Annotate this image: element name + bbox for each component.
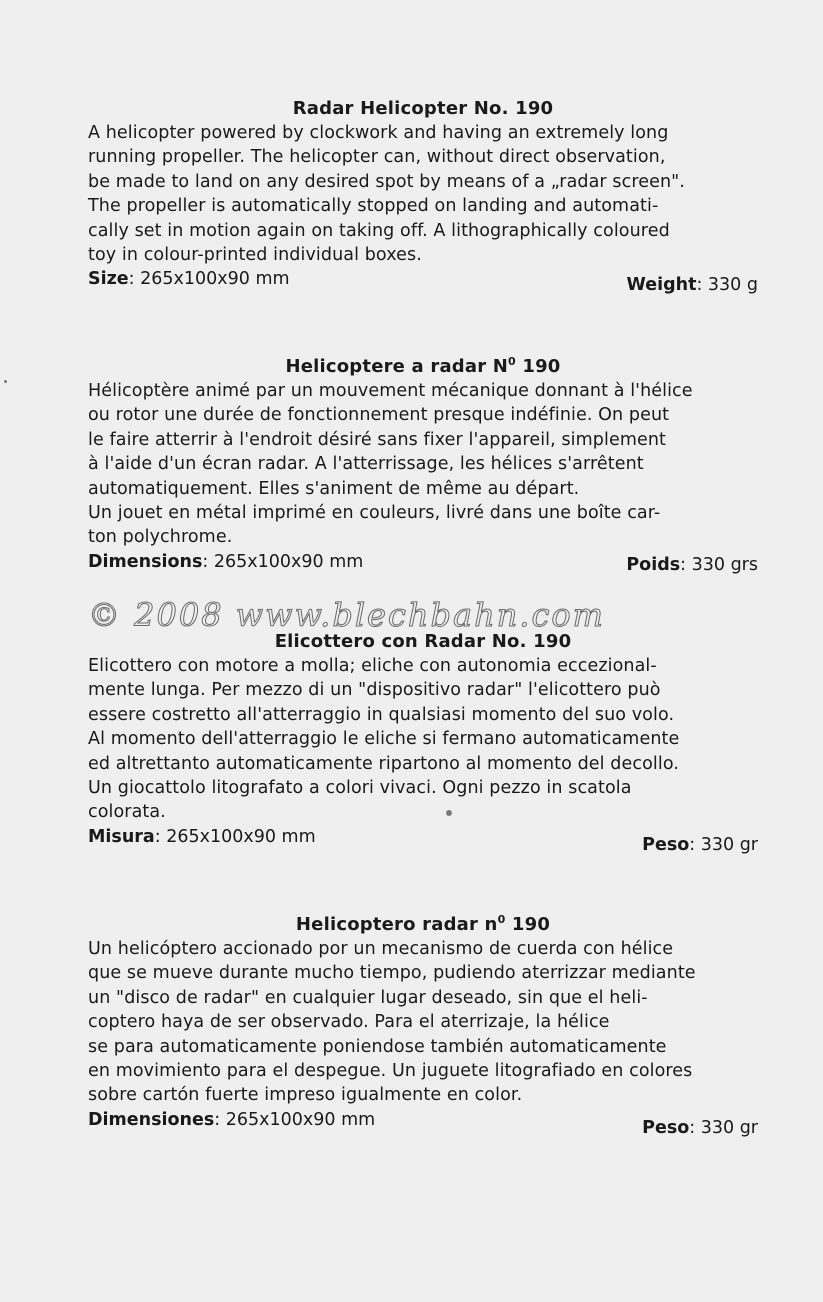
weight-value: : 330 gr	[689, 1117, 758, 1138]
description-line: ed altrettanto automaticamente ripartono al momento del decollo.	[88, 753, 679, 774]
size-value: : 265x100x90 mm	[128, 269, 290, 290]
size-label: Dimensiones	[88, 1109, 215, 1130]
weight-spec	[642, 833, 758, 857]
section-english	[88, 97, 758, 296]
section-title	[88, 913, 758, 937]
weight-spec	[626, 553, 758, 577]
size-label: Dimensions	[88, 551, 203, 572]
section-description	[88, 654, 758, 825]
weight-label: Peso	[642, 834, 690, 855]
description-line: Un helicóptero accionado por un mecanismo de cuerda con hélice	[88, 939, 674, 959]
title-text: Helicoptero radar n	[295, 914, 498, 935]
description-line: ou rotor une durée de fonctionnement presque indéfinie. On peut	[88, 405, 670, 426]
description-line: que se mueve durante mucho tiempo, pudiendo aterrizzar mediante	[88, 963, 696, 984]
description-line: The propeller is automatically stopped on landing and automati-	[88, 196, 659, 217]
description-line: Al momento dell'atterraggio le eliche si fermano automaticamente	[88, 729, 680, 750]
description-line: mente lunga. Per mezzo di un "dispositivo radar" l'elicottero può	[88, 680, 661, 701]
weight-spec	[642, 1116, 758, 1140]
spec-row	[88, 825, 758, 855]
section-spanish	[88, 913, 758, 1138]
description-line: ton polychrome.	[88, 527, 233, 548]
description-line: le faire atterrir à l'endroit désiré sans fixer l'appareil, simplement	[88, 429, 666, 450]
weight-label: Poids	[626, 554, 681, 575]
description-line: Un jouet en métal imprimé en couleurs, livré dans une boîte car-	[88, 503, 661, 524]
weight-value: : 330 grs	[680, 554, 758, 575]
size-label: Size	[88, 269, 129, 290]
dust-speck	[4, 380, 7, 383]
description-line: automatiquement. Elles s'animent de même au départ.	[88, 478, 580, 499]
size-value: : 265x100x90 mm	[214, 1109, 376, 1130]
title-superscript: 0	[497, 913, 506, 926]
description-line: be made to land on any desired spot by means of a „radar screen".	[88, 171, 685, 192]
title-number: 190	[515, 356, 561, 377]
description-line: toy in colour-printed individual boxes.	[88, 245, 422, 266]
spec-row	[88, 267, 758, 296]
size-spec	[88, 550, 363, 574]
description-line: Un giocattolo litografato a colori vivaci. Ogni pezzo in scatola	[88, 778, 632, 799]
section-title	[88, 355, 758, 379]
description-line: colorata.	[88, 802, 166, 823]
copyright-watermark: © 2008 www.blechbahn.com	[88, 596, 605, 634]
weight-spec	[627, 273, 758, 297]
description-line: Hélicoptère animé par un mouvement mécanique donnant à l'hélice	[88, 381, 693, 401]
size-spec	[88, 1108, 375, 1132]
weight-label: Peso	[642, 1117, 690, 1138]
section-title: Radar Helicopter No. 190	[292, 98, 554, 119]
description-line: Elicottero con motore a molla; eliche con autonomia eccezional-	[88, 656, 657, 676]
size-label: Misura	[88, 826, 155, 847]
size-value: : 265x100x90 mm	[154, 826, 316, 847]
section-title: Elicottero con Radar No. 190	[274, 631, 572, 652]
weight-value: : 330 g	[696, 275, 758, 296]
spec-row	[88, 1108, 758, 1138]
description-line: en movimiento para el despegue. Un juguete litografiado en colores	[88, 1061, 693, 1082]
description-line: se para automaticamente poniendose también automaticamente	[88, 1036, 667, 1057]
size-spec	[88, 267, 290, 291]
weight-value: : 330 gr	[689, 834, 758, 855]
section-french	[88, 355, 758, 574]
weight-label: Weight	[626, 275, 697, 296]
section-description	[88, 121, 758, 267]
title-text: Helicoptere a radar N	[285, 356, 509, 377]
description-line: essere costretto all'atterraggio in qualsiasi momento del suo volo.	[88, 704, 675, 725]
description-line: A helicopter powered by clockwork and having an extremely long	[88, 123, 669, 143]
title-number: 190	[505, 914, 551, 935]
description-line: un "disco de radar" en cualquier lugar deseado, sin que el heli-	[88, 987, 648, 1008]
description-line: coptero haya de ser observado. Para el aterrizaje, la hélice	[88, 1012, 610, 1033]
description-line: à l'aide d'un écran radar. A l'atterrissage, les hélices s'arrêtent	[88, 454, 644, 475]
dust-speck	[446, 810, 452, 816]
description-line: running propeller. The helicopter can, without direct observation,	[88, 147, 666, 168]
size-value: : 265x100x90 mm	[202, 551, 364, 572]
section-description	[88, 937, 758, 1108]
spec-row	[88, 550, 758, 574]
section-description	[88, 379, 758, 550]
size-spec	[88, 825, 316, 849]
description-line: cally set in motion again on taking off. A lithographically coloured	[88, 220, 670, 241]
title-superscript: 0	[508, 355, 516, 368]
section-italian	[88, 630, 758, 855]
description-line: sobre cartón fuerte impreso igualmente en color.	[88, 1085, 523, 1106]
